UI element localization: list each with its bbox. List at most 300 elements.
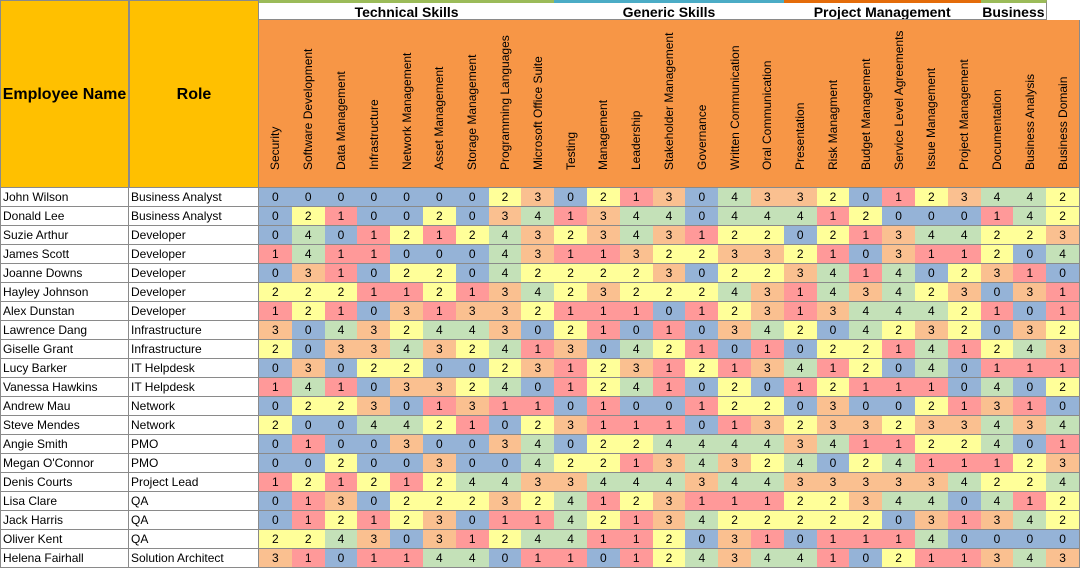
skill-score-cell[interactable]: 2 [292,302,326,321]
skill-score-cell[interactable]: 4 [390,340,424,359]
skill-score-cell[interactable]: 2 [456,226,490,245]
skill-score-cell[interactable]: 0 [456,454,490,473]
skill-score-cell[interactable]: 2 [784,416,818,435]
skill-score-cell[interactable]: 1 [292,511,326,530]
employee-role-cell[interactable]: Business Analyst [129,188,259,207]
skill-score-cell[interactable]: 1 [817,245,851,264]
skill-score-cell[interactable]: 4 [620,226,654,245]
employee-role-cell[interactable]: Project Lead [129,473,259,492]
skill-score-cell[interactable]: 1 [521,340,555,359]
skill-header[interactable] [718,20,752,188]
employee-role-cell[interactable]: Network [129,397,259,416]
skill-score-cell[interactable]: 2 [915,188,949,207]
skill-score-cell[interactable]: 1 [1046,435,1080,454]
skill-score-cell[interactable]: 0 [325,416,359,435]
skill-score-cell[interactable]: 4 [357,416,391,435]
skill-header[interactable] [357,20,391,188]
skill-score-cell[interactable]: 0 [259,226,293,245]
employee-name-cell[interactable]: Vanessa Hawkins [0,378,129,397]
skill-score-cell[interactable]: 4 [915,302,949,321]
skill-group-header[interactable]: Generic Skills [554,0,785,20]
skill-score-cell[interactable]: 0 [456,511,490,530]
skill-score-cell[interactable]: 0 [489,416,523,435]
skill-score-cell[interactable]: 0 [390,530,424,549]
skill-score-cell[interactable]: 0 [292,454,326,473]
skill-score-cell[interactable]: 2 [423,473,457,492]
skill-header[interactable] [259,20,293,188]
skill-score-cell[interactable]: 1 [849,264,883,283]
skill-header[interactable] [456,20,490,188]
skill-score-cell[interactable]: 3 [981,511,1015,530]
skill-score-cell[interactable]: 1 [849,378,883,397]
skill-score-cell[interactable]: 4 [489,245,523,264]
skill-score-cell[interactable]: 0 [489,454,523,473]
skill-score-cell[interactable]: 0 [292,321,326,340]
skill-score-cell[interactable]: 4 [587,473,621,492]
skill-score-cell[interactable]: 0 [849,397,883,416]
skill-score-cell[interactable]: 1 [685,492,719,511]
skill-score-cell[interactable]: 0 [948,207,982,226]
skill-score-cell[interactable]: 0 [948,359,982,378]
skill-score-cell[interactable]: 4 [882,492,916,511]
skill-score-cell[interactable]: 4 [751,435,785,454]
skill-score-cell[interactable]: 2 [587,264,621,283]
skill-score-cell[interactable]: 0 [981,530,1015,549]
skill-score-cell[interactable]: 0 [948,492,982,511]
skill-score-cell[interactable]: 0 [259,359,293,378]
skill-score-cell[interactable]: 0 [521,321,555,340]
skill-score-cell[interactable]: 4 [620,378,654,397]
skill-score-cell[interactable]: 3 [915,321,949,340]
skill-score-cell[interactable]: 1 [915,454,949,473]
skill-score-cell[interactable]: 0 [292,416,326,435]
skill-score-cell[interactable]: 2 [292,530,326,549]
skill-score-cell[interactable]: 0 [981,283,1015,302]
skill-score-cell[interactable]: 4 [915,530,949,549]
employee-role-cell[interactable]: PMO [129,454,259,473]
skill-score-cell[interactable]: 0 [357,435,391,454]
skill-score-cell[interactable]: 3 [357,397,391,416]
skill-score-cell[interactable]: 3 [259,321,293,340]
skill-score-cell[interactable]: 3 [784,188,818,207]
skill-score-cell[interactable]: 2 [718,511,752,530]
skill-score-cell[interactable]: 4 [915,226,949,245]
skill-score-cell[interactable]: 4 [784,359,818,378]
skill-score-cell[interactable]: 3 [1046,340,1080,359]
skill-score-cell[interactable]: 2 [357,359,391,378]
skill-score-cell[interactable]: 3 [849,416,883,435]
skill-score-cell[interactable]: 1 [915,245,949,264]
skill-score-cell[interactable]: 4 [915,359,949,378]
employee-name-cell[interactable]: Donald Lee [0,207,129,226]
skill-score-cell[interactable]: 1 [259,378,293,397]
skill-score-cell[interactable]: 4 [948,226,982,245]
skill-score-cell[interactable]: 2 [1046,188,1080,207]
skill-score-cell[interactable]: 2 [784,321,818,340]
skill-score-cell[interactable]: 2 [554,264,588,283]
skill-score-cell[interactable]: 3 [882,226,916,245]
skill-score-cell[interactable]: 2 [620,492,654,511]
skill-score-cell[interactable]: 0 [685,378,719,397]
skill-score-cell[interactable]: 4 [554,530,588,549]
employee-name-cell[interactable]: Andrew Mau [0,397,129,416]
skill-score-cell[interactable]: 4 [915,492,949,511]
skill-header[interactable] [521,20,555,188]
skill-score-cell[interactable]: 1 [489,397,523,416]
skill-score-cell[interactable]: 0 [849,245,883,264]
skill-score-cell[interactable]: 1 [653,321,687,340]
skill-score-cell[interactable]: 2 [489,530,523,549]
skill-score-cell[interactable]: 0 [1013,530,1047,549]
employee-name-cell[interactable]: Hayley Johnson [0,283,129,302]
skill-score-cell[interactable]: 3 [718,321,752,340]
skill-score-cell[interactable]: 0 [456,188,490,207]
employee-role-cell[interactable]: Solution Architect [129,549,259,568]
skill-score-cell[interactable]: 2 [620,435,654,454]
skill-score-cell[interactable]: 4 [554,492,588,511]
skill-score-cell[interactable]: 1 [554,207,588,226]
skill-score-cell[interactable]: 3 [620,359,654,378]
skill-score-cell[interactable]: 0 [325,435,359,454]
skill-score-cell[interactable]: 1 [521,549,555,568]
skill-score-cell[interactable]: 4 [456,321,490,340]
skill-score-cell[interactable]: 1 [587,302,621,321]
skill-score-cell[interactable]: 4 [817,435,851,454]
skill-score-cell[interactable]: 2 [653,245,687,264]
skill-score-cell[interactable]: 4 [489,264,523,283]
skill-score-cell[interactable]: 3 [653,226,687,245]
skill-score-cell[interactable]: 0 [718,340,752,359]
skill-score-cell[interactable]: 3 [521,245,555,264]
skill-score-cell[interactable]: 2 [849,340,883,359]
skill-score-cell[interactable]: 0 [521,378,555,397]
skill-score-cell[interactable]: 2 [390,492,424,511]
skill-score-cell[interactable]: 4 [685,511,719,530]
skill-score-cell[interactable]: 0 [456,207,490,226]
skill-score-cell[interactable]: 3 [292,264,326,283]
skill-score-cell[interactable]: 3 [948,416,982,435]
skill-score-cell[interactable]: 4 [685,549,719,568]
skill-score-cell[interactable]: 1 [325,264,359,283]
skill-score-cell[interactable]: 3 [423,340,457,359]
skill-score-cell[interactable]: 3 [1046,549,1080,568]
skill-score-cell[interactable]: 0 [423,245,457,264]
skill-score-cell[interactable]: 1 [357,283,391,302]
skill-score-cell[interactable]: 2 [325,283,359,302]
employee-name-cell[interactable]: Joanne Downs [0,264,129,283]
skill-score-cell[interactable]: 4 [456,473,490,492]
skill-score-cell[interactable]: 1 [521,397,555,416]
skill-score-cell[interactable]: 1 [685,340,719,359]
skill-score-cell[interactable]: 3 [948,188,982,207]
skill-score-cell[interactable]: 1 [981,454,1015,473]
skill-score-cell[interactable]: 2 [554,283,588,302]
skill-score-cell[interactable]: 1 [587,492,621,511]
skill-score-cell[interactable]: 4 [521,207,555,226]
skill-score-cell[interactable]: 2 [554,321,588,340]
skill-score-cell[interactable]: 2 [587,359,621,378]
skill-score-cell[interactable]: 2 [456,492,490,511]
skill-score-cell[interactable]: 0 [882,397,916,416]
skill-score-cell[interactable]: 3 [1013,321,1047,340]
skill-score-cell[interactable]: 1 [390,549,424,568]
role-header[interactable]: Role [129,0,259,188]
skill-score-cell[interactable]: 2 [259,530,293,549]
skill-score-cell[interactable]: 2 [390,264,424,283]
skill-score-cell[interactable]: 3 [653,511,687,530]
skill-score-cell[interactable]: 3 [981,397,1015,416]
skill-score-cell[interactable]: 0 [685,264,719,283]
skill-score-cell[interactable]: 2 [1046,492,1080,511]
skill-score-cell[interactable]: 3 [817,397,851,416]
skill-score-cell[interactable]: 4 [817,283,851,302]
skill-score-cell[interactable]: 4 [784,207,818,226]
skill-score-cell[interactable]: 0 [259,454,293,473]
employee-role-cell[interactable]: QA [129,530,259,549]
skill-score-cell[interactable]: 3 [981,264,1015,283]
skill-score-cell[interactable]: 1 [1046,283,1080,302]
skill-score-cell[interactable]: 3 [587,283,621,302]
skill-score-cell[interactable]: 1 [751,492,785,511]
skill-score-cell[interactable]: 1 [685,226,719,245]
skill-score-cell[interactable]: 2 [1013,226,1047,245]
skill-score-cell[interactable]: 3 [817,473,851,492]
skill-score-cell[interactable]: 2 [653,530,687,549]
skill-score-cell[interactable]: 0 [784,340,818,359]
skill-score-cell[interactable]: 3 [653,492,687,511]
skill-score-cell[interactable]: 3 [849,473,883,492]
skill-group-header[interactable]: Technical Skills [259,0,555,20]
skill-score-cell[interactable]: 3 [849,283,883,302]
skill-score-cell[interactable]: 1 [817,207,851,226]
skill-score-cell[interactable]: 0 [620,397,654,416]
skill-score-cell[interactable]: 1 [817,530,851,549]
skill-score-cell[interactable]: 2 [685,283,719,302]
skill-score-cell[interactable]: 3 [357,340,391,359]
skill-header[interactable] [587,20,621,188]
skill-score-cell[interactable]: 3 [587,207,621,226]
skill-score-cell[interactable]: 3 [784,264,818,283]
skill-score-cell[interactable]: 2 [751,264,785,283]
skill-header[interactable] [325,20,359,188]
skill-score-cell[interactable]: 2 [948,435,982,454]
skill-score-cell[interactable]: 0 [685,207,719,226]
skill-score-cell[interactable]: 2 [849,359,883,378]
skill-score-cell[interactable]: 3 [1046,226,1080,245]
skill-score-cell[interactable]: 2 [325,397,359,416]
skill-score-cell[interactable]: 4 [849,321,883,340]
skill-header[interactable] [685,20,719,188]
skill-score-cell[interactable]: 2 [784,511,818,530]
skill-score-cell[interactable]: 0 [357,454,391,473]
employee-name-cell[interactable]: Jack Harris [0,511,129,530]
skill-score-cell[interactable]: 0 [423,435,457,454]
skill-score-cell[interactable]: 2 [882,416,916,435]
skill-score-cell[interactable]: 0 [357,492,391,511]
skill-score-cell[interactable]: 1 [948,511,982,530]
skill-score-cell[interactable]: 4 [882,283,916,302]
skill-score-cell[interactable]: 0 [259,511,293,530]
skill-score-cell[interactable]: 1 [390,473,424,492]
skill-score-cell[interactable]: 4 [489,473,523,492]
skill-score-cell[interactable]: 4 [718,473,752,492]
skill-score-cell[interactable]: 1 [587,530,621,549]
skill-score-cell[interactable]: 3 [915,511,949,530]
skill-score-cell[interactable]: 3 [423,378,457,397]
skill-score-cell[interactable]: 0 [259,435,293,454]
skill-score-cell[interactable]: 3 [521,188,555,207]
skill-score-cell[interactable]: 4 [554,511,588,530]
employee-name-header[interactable]: Employee Name [0,0,129,188]
skill-group-header[interactable]: Project Management [784,0,982,20]
skill-score-cell[interactable]: 0 [325,549,359,568]
skill-score-cell[interactable]: 1 [620,302,654,321]
skill-score-cell[interactable]: 2 [849,454,883,473]
skill-score-cell[interactable]: 1 [882,340,916,359]
skill-score-cell[interactable]: 4 [1046,416,1080,435]
skill-score-cell[interactable]: 2 [817,492,851,511]
skill-score-cell[interactable]: 1 [784,283,818,302]
skill-score-cell[interactable]: 2 [521,492,555,511]
skill-score-cell[interactable]: 1 [882,188,916,207]
skill-score-cell[interactable]: 0 [259,207,293,226]
skill-score-cell[interactable]: 3 [521,226,555,245]
skill-score-cell[interactable]: 3 [653,454,687,473]
skill-score-cell[interactable]: 3 [817,416,851,435]
skill-score-cell[interactable]: 0 [1013,302,1047,321]
employee-name-cell[interactable]: Oliver Kent [0,530,129,549]
skill-score-cell[interactable]: 3 [521,359,555,378]
skill-score-cell[interactable]: 1 [882,378,916,397]
skill-score-cell[interactable]: 4 [653,473,687,492]
skill-score-cell[interactable]: 0 [849,549,883,568]
skill-score-cell[interactable]: 4 [489,226,523,245]
skill-score-cell[interactable]: 3 [357,321,391,340]
skill-score-cell[interactable]: 0 [554,397,588,416]
skill-header[interactable] [620,20,654,188]
skill-score-cell[interactable]: 3 [948,283,982,302]
skill-score-cell[interactable]: 2 [981,245,1015,264]
skill-score-cell[interactable]: 1 [882,530,916,549]
skill-score-cell[interactable]: 2 [390,359,424,378]
skill-score-cell[interactable]: 1 [981,207,1015,226]
skill-score-cell[interactable]: 3 [390,302,424,321]
skill-score-cell[interactable]: 4 [1013,188,1047,207]
skill-score-cell[interactable]: 3 [456,302,490,321]
skill-score-cell[interactable]: 2 [390,511,424,530]
skill-score-cell[interactable]: 1 [292,549,326,568]
skill-score-cell[interactable]: 4 [981,378,1015,397]
skill-score-cell[interactable]: 3 [489,321,523,340]
skill-score-cell[interactable]: 0 [587,340,621,359]
skill-score-cell[interactable]: 1 [259,473,293,492]
skill-score-cell[interactable]: 4 [456,549,490,568]
skill-score-cell[interactable]: 4 [390,416,424,435]
skill-score-cell[interactable]: 4 [1013,549,1047,568]
skill-score-cell[interactable]: 3 [882,473,916,492]
skill-header[interactable] [882,20,916,188]
skill-score-cell[interactable]: 2 [325,511,359,530]
employee-role-cell[interactable]: QA [129,511,259,530]
skill-score-cell[interactable]: 1 [849,435,883,454]
skill-score-cell[interactable]: 3 [751,302,785,321]
skill-score-cell[interactable]: 2 [685,359,719,378]
skill-score-cell[interactable]: 0 [325,188,359,207]
skill-score-cell[interactable]: 2 [915,435,949,454]
skill-score-cell[interactable]: 0 [587,549,621,568]
skill-score-cell[interactable]: 3 [554,416,588,435]
skill-score-cell[interactable]: 2 [587,188,621,207]
skill-header[interactable] [751,20,785,188]
skill-score-cell[interactable]: 0 [653,397,687,416]
skill-score-cell[interactable]: 0 [357,302,391,321]
skill-score-cell[interactable]: 4 [849,302,883,321]
skill-score-cell[interactable]: 1 [325,302,359,321]
skill-score-cell[interactable]: 0 [423,359,457,378]
skill-score-cell[interactable]: 2 [456,340,490,359]
skill-score-cell[interactable]: 0 [1013,435,1047,454]
employee-role-cell[interactable]: Developer [129,226,259,245]
skill-score-cell[interactable]: 4 [751,207,785,226]
employee-role-cell[interactable]: PMO [129,435,259,454]
skill-score-cell[interactable]: 4 [981,188,1015,207]
skill-score-cell[interactable]: 1 [948,340,982,359]
skill-score-cell[interactable]: 1 [587,397,621,416]
skill-score-cell[interactable]: 1 [423,226,457,245]
skill-header[interactable] [423,20,457,188]
skill-score-cell[interactable]: 1 [259,245,293,264]
skill-score-cell[interactable]: 2 [981,340,1015,359]
skill-score-cell[interactable]: 1 [357,245,391,264]
skill-header[interactable] [1013,20,1047,188]
skill-score-cell[interactable]: 0 [1013,245,1047,264]
skill-score-cell[interactable]: 4 [1013,511,1047,530]
skill-score-cell[interactable]: 0 [554,435,588,454]
skill-score-cell[interactable]: 3 [489,492,523,511]
employee-role-cell[interactable]: Developer [129,283,259,302]
skill-score-cell[interactable]: 4 [718,207,752,226]
skill-score-cell[interactable]: 1 [685,302,719,321]
skill-score-cell[interactable]: 1 [292,435,326,454]
skill-score-cell[interactable]: 1 [653,378,687,397]
skill-score-cell[interactable]: 3 [325,492,359,511]
skill-score-cell[interactable]: 4 [620,340,654,359]
skill-score-cell[interactable]: 4 [948,473,982,492]
skill-score-cell[interactable]: 1 [423,302,457,321]
skill-score-cell[interactable]: 3 [817,302,851,321]
skill-score-cell[interactable]: 0 [1046,264,1080,283]
skill-score-cell[interactable]: 2 [292,473,326,492]
skill-score-cell[interactable]: 3 [259,549,293,568]
skill-score-cell[interactable]: 2 [751,226,785,245]
skill-score-cell[interactable]: 0 [456,435,490,454]
skill-header[interactable] [1046,20,1080,188]
skill-score-cell[interactable]: 0 [259,397,293,416]
skill-score-cell[interactable]: 4 [718,283,752,302]
skill-score-cell[interactable]: 0 [292,340,326,359]
skill-score-cell[interactable]: 4 [784,549,818,568]
skill-score-cell[interactable]: 3 [1013,283,1047,302]
skill-score-cell[interactable]: 3 [751,188,785,207]
skill-score-cell[interactable]: 1 [718,492,752,511]
skill-score-cell[interactable]: 2 [653,283,687,302]
skill-score-cell[interactable]: 2 [587,378,621,397]
skill-score-cell[interactable]: 0 [784,226,818,245]
skill-score-cell[interactable]: 4 [423,321,457,340]
skill-score-cell[interactable]: 3 [882,245,916,264]
skill-score-cell[interactable]: 3 [849,492,883,511]
skill-score-cell[interactable]: 0 [456,245,490,264]
